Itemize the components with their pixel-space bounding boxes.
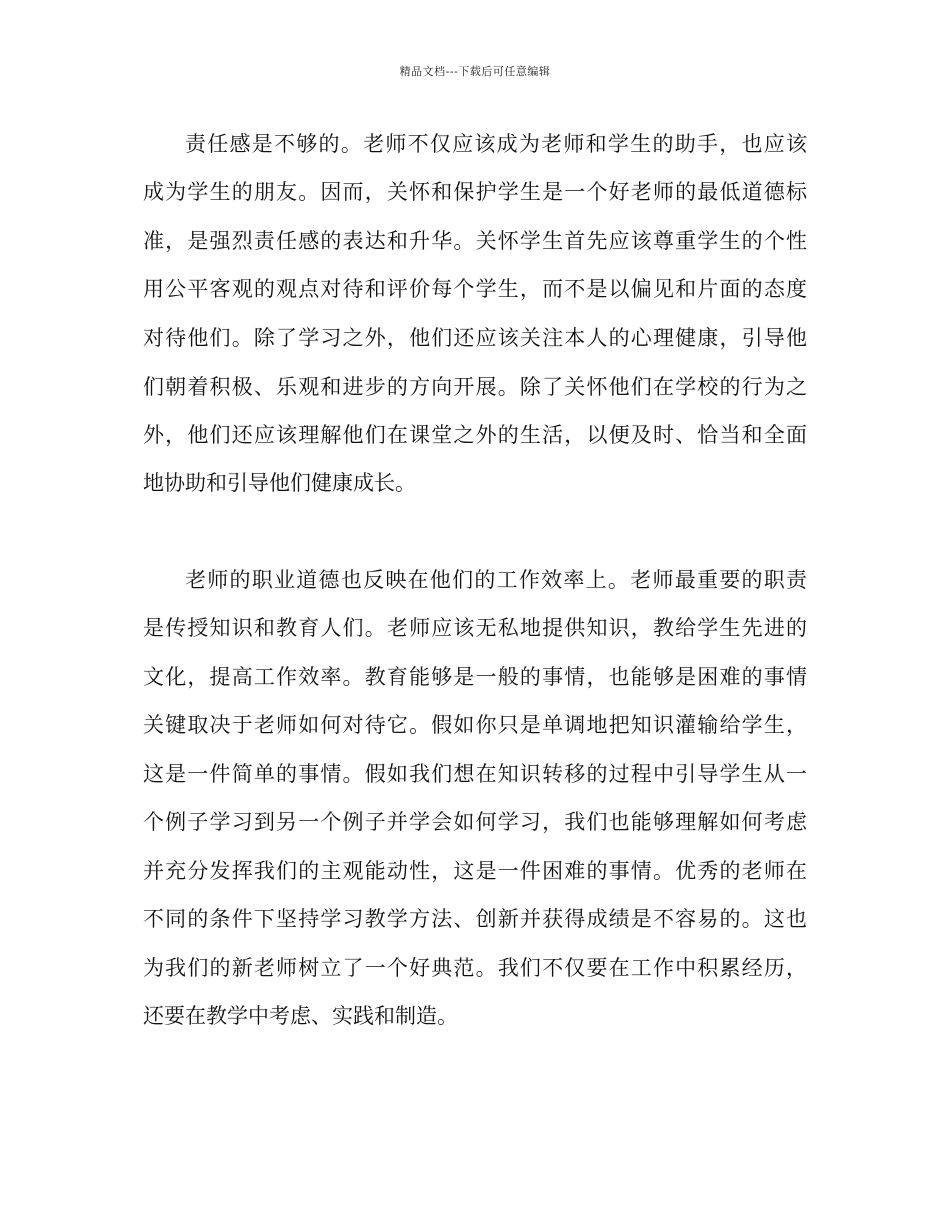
- paragraph-2-line-4: 关键取决于老师如何对待它。假如你只是单调地把知识灌输给学生，: [143, 713, 807, 737]
- paragraph-1-line-3: 准，是强烈责任感的表达和升华。关怀学生首先应该尊重学生的个性: [143, 229, 807, 253]
- paragraph-2-line-6: 个例子学习到另一个例子并学会如何学习，我们也能够理解如何考虑: [143, 810, 807, 834]
- paragraph-2-line-7: 并充分发挥我们的主观能动性，这是一件困难的事情。优秀的老师在: [143, 859, 807, 883]
- paragraph-1-line-8: 地协助和引导他们健康成长。: [143, 471, 416, 495]
- paragraph-1-line-1: 责任感是不够的。老师不仅应该成为老师和学生的助手，也应该: [185, 132, 807, 156]
- paragraph-1-line-6: 们朝着积极、乐观和进步的方向开展。除了关怀他们在学校的行为之: [143, 375, 807, 399]
- paragraph-2-line-9: 为我们的新老师树立了一个好典范。我们不仅要在工作中积累经历，: [143, 956, 807, 980]
- page-header: 精品文档---下载后可任意编辑: [399, 65, 551, 78]
- paragraph-2-line-10: 还要在教学中考虑、实践和制造。: [143, 1004, 458, 1028]
- paragraph-1-line-7: 外，他们还应该理解他们在课堂之外的生活，以便及时、恰当和全面: [143, 423, 807, 447]
- paragraph-2-line-8: 不同的条件下坚持学习教学方法、创新并获得成绩是不容易的。这也: [143, 907, 807, 931]
- paragraph-1-line-5: 对待他们。除了学习之外，他们还应该关注本人的心理健康，引导他: [143, 326, 807, 350]
- paragraph-1-line-4: 用公平客观的观点对待和评价每个学生，而不是以偏见和片面的态度: [143, 277, 807, 301]
- paragraph-2-line-5: 这是一件简单的事情。假如我们想在知识转移的过程中引导学生从一: [143, 762, 807, 786]
- paragraph-2-line-1: 老师的职业道德也反映在他们的工作效率上。老师最重要的职责: [185, 568, 807, 592]
- paragraph-1-line-2: 成为学生的朋友。因而，关怀和保护学生是一个好老师的最低道德标: [143, 180, 807, 204]
- paragraph-2-line-2: 是传授知识和教育人们。老师应该无私地提供知识，教给学生先进的: [143, 616, 807, 640]
- paragraph-2-line-3: 文化，提高工作效率。教育能够是一般的事情，也能够是困难的事情: [143, 665, 807, 689]
